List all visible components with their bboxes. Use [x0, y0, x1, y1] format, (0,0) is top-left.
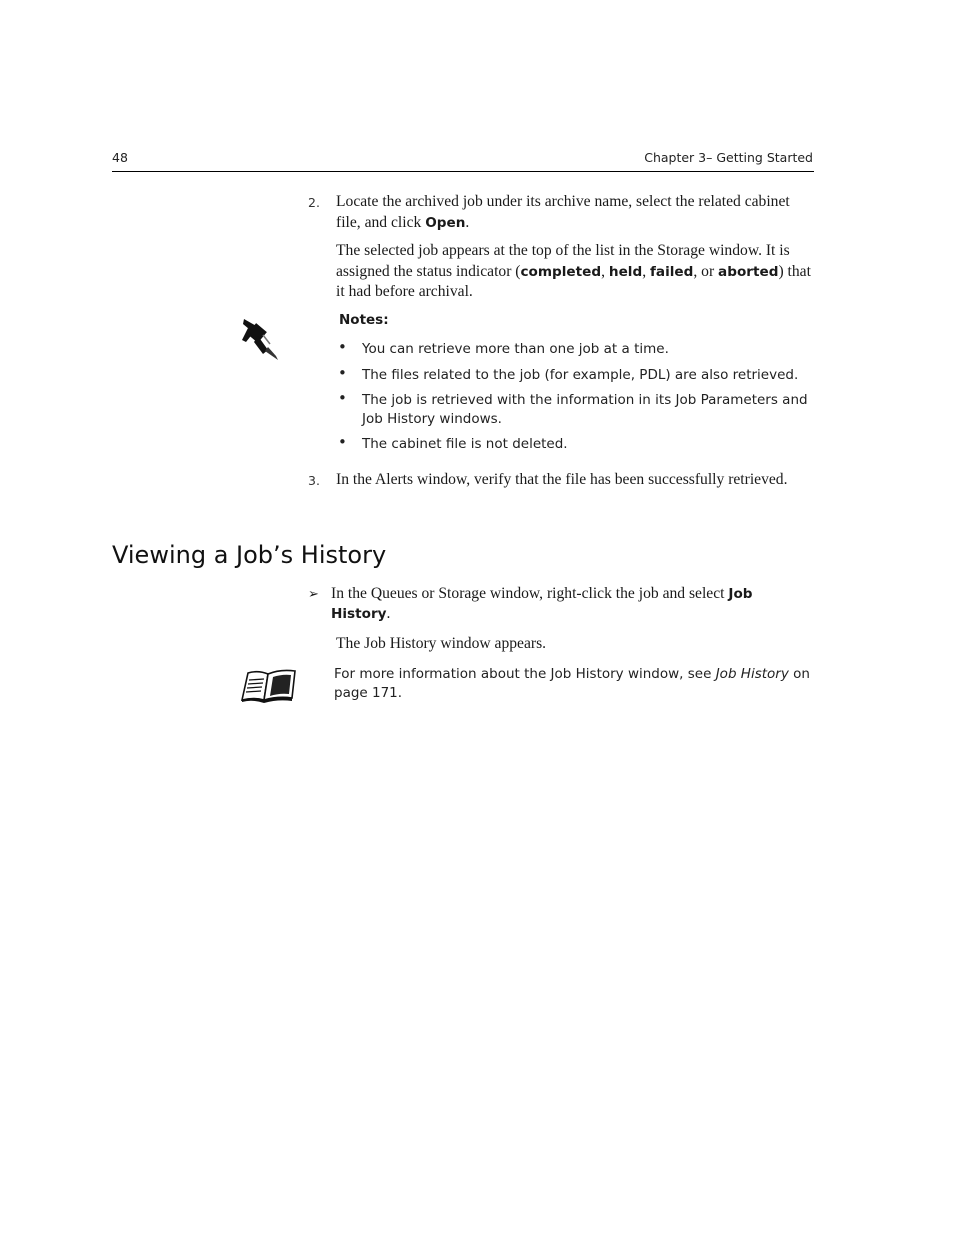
result-text: The Job History window appears. [336, 635, 547, 652]
status-aborted: aborted [718, 263, 779, 280]
status-paragraph [336, 241, 814, 303]
step-2 [308, 191, 814, 234]
action-text-b: . [386, 605, 391, 622]
step-3 [308, 469, 814, 490]
bullet: • [338, 433, 347, 451]
book-icon [240, 667, 298, 703]
step-text-a: Locate the archived job under its archive name, select the related cabinet file, and click [336, 193, 790, 231]
page-number: 48 [112, 150, 128, 165]
status-failed: failed [650, 263, 694, 280]
para-text-a: The selected job appears at the top of the list in the Storage window. It is assigned the status indicator ( [336, 242, 790, 280]
note-text: The job is retrieved with the information in its Job Parameters and Job History windows. [362, 392, 808, 427]
job-history-link[interactable]: Job History [715, 666, 789, 682]
step-number: 2. [308, 195, 320, 210]
note-text: You can retrieve more than one job at a time. [362, 341, 669, 357]
page-header [112, 149, 814, 172]
notes-list [336, 340, 814, 461]
reference-note [334, 665, 814, 702]
bullet: • [338, 389, 347, 407]
note-text: The cabinet file is not deleted. [362, 436, 568, 452]
status-completed: completed [520, 263, 602, 280]
para-text-b: ) that it had before archival. [336, 262, 811, 300]
arrow-bullet: ➢ [308, 586, 319, 601]
list-item [336, 363, 814, 385]
sep: , [642, 262, 650, 280]
section-title: Viewing a Job’s History [112, 541, 387, 569]
notes-title: Notes: [339, 312, 389, 328]
step-number: 3. [308, 473, 320, 488]
job-history-label: Job History [331, 586, 753, 622]
step-text [336, 191, 814, 234]
pushpin-icon [240, 316, 284, 362]
sep: , or [693, 262, 719, 280]
ref-text-a: For more information about the Job History window, see [334, 666, 716, 682]
ref-text-b: on page 171. [334, 666, 810, 701]
list-item [336, 340, 814, 359]
chapter-title: Chapter 3– Getting Started [644, 150, 813, 165]
sep: , [601, 262, 609, 280]
list-item [336, 435, 814, 454]
bullet: • [338, 338, 347, 356]
step-text: In the Alerts window, verify that the file has been successfully retrieved. [336, 471, 788, 488]
list-item [336, 391, 814, 428]
note-text: The files related to the job (for example, PDL) are also retrieved. [362, 366, 799, 383]
action-text [331, 584, 814, 624]
action-step [308, 584, 814, 624]
step-text-b: . [465, 214, 470, 231]
status-held: held [608, 263, 643, 280]
bullet: • [338, 363, 347, 382]
action-text-a: In the Queues or Storage window, right-click the job and select [331, 585, 729, 602]
open-label: Open [425, 215, 466, 231]
